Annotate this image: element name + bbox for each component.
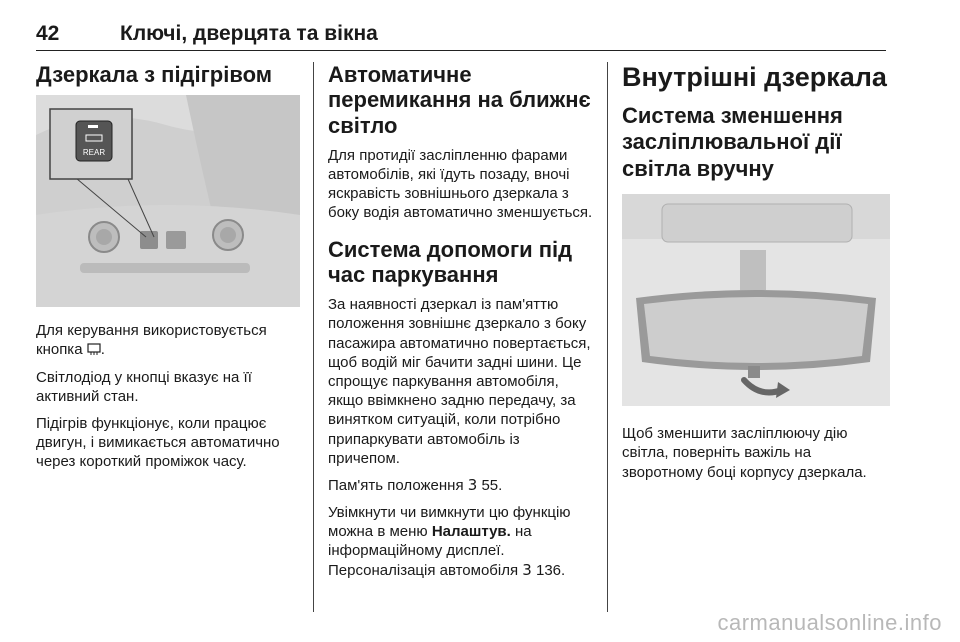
section-heading: Система допомоги під час паркування <box>328 236 573 287</box>
section-heading: Дзеркала з підігрівом <box>36 62 273 87</box>
rear-window-heater-icon <box>87 342 101 357</box>
paragraph: Увімкнути чи вимкнути цю функцію можна в меню Налаштув. на інформаційному дисплеї. Персоналізація автомобіля 3 136. <box>328 504 571 579</box>
watermark: carmanualsonline.info <box>717 610 942 635</box>
page-ref-arrow-icon: 3 <box>467 475 478 494</box>
chapter-title: Ключі, дверцята та вікна <box>120 22 378 45</box>
column-heated-mirrors <box>36 62 300 480</box>
paragraph: За наявності дзеркал із пам'яттю положення зовнішнє дзеркало з боку пасажира автоматично повертається, щоб водій міг бачити задні шини. Це спрощує паркування автомобіля, якщо ввімкнено задню передачу, за винятком ситуацій, коли потрібно припаркувати автомобіль із причепом. <box>328 296 591 467</box>
figure-button-label: REAR <box>82 148 106 158</box>
paragraph: Для протидії засліпленню фарами автомобілів, які їдуть позаду, вночі яскравість зовнішнього дзеркала з боку водія автоматично зменшується. <box>328 146 593 222</box>
paragraph: Світлодіод у кнопці вказує на її активний стан. <box>36 368 252 405</box>
column-divider <box>607 62 608 612</box>
menu-name: Налаштув. <box>431 523 511 541</box>
page-reference-link[interactable]: 55 <box>481 476 499 494</box>
section-heading: Автоматичне перемикання на ближнє світло <box>328 62 591 138</box>
page-header <box>36 22 886 51</box>
figure-interior-mirror <box>622 194 890 406</box>
paragraph: Щоб зменшити засліплюючу дію світла, поверніть важіль на зворотному боці корпусу дзеркала. <box>622 425 867 481</box>
page-ref-arrow-icon: 3 <box>522 560 532 579</box>
figure-heated-mirror-button <box>36 95 300 307</box>
column-interior-mirrors <box>622 62 890 490</box>
section-heading: Система зменшення засліплювальної дії світла вручну <box>622 103 843 181</box>
page-number: 42 <box>36 22 60 45</box>
paragraph: Підігрів функціонує, коли працює двигун, і вимикається автоматично через короткий проміжок часу. <box>36 415 280 471</box>
page-reference-link[interactable]: 136 <box>536 561 562 579</box>
paragraph: Пам'ять положення 3 55. <box>328 475 503 494</box>
column-auto-dimming <box>328 62 594 588</box>
column-divider <box>313 62 314 612</box>
chapter-heading: Внутрішні дзеркала <box>622 62 887 92</box>
paragraph: Для керування використовується кнопка . <box>36 322 267 359</box>
